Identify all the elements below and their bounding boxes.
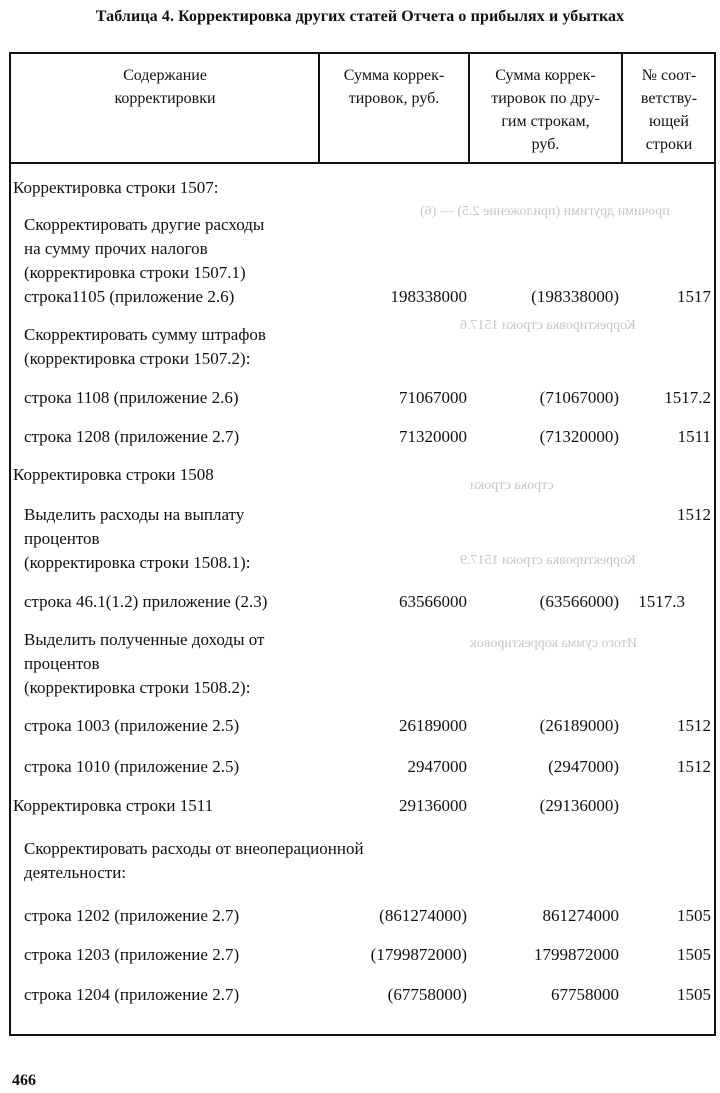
row-1208-other: (71320000): [539, 427, 619, 446]
row-46-1-text: строка 46.1(1.2) приложение (2.3): [24, 592, 268, 611]
row-1507-2-text: Скорректировать сумму штрафов (корректировка строки 1507.2):: [24, 325, 266, 368]
row-46-1-line: 1517.3: [638, 592, 685, 611]
row-1203-sum: (1799872000): [370, 945, 467, 964]
row-section-1511: Корректировка строки 1511: [13, 796, 214, 815]
row-1208-text: строка 1208 (приложение 2.7): [24, 427, 240, 446]
row-section-1508: Корректировка строки 1508: [13, 465, 214, 484]
bleed-through-mark: строка строки: [470, 478, 554, 493]
row-nonoperating-text: Скорректировать расходы от внеоперационной деятельности:: [24, 839, 364, 882]
bleed-through-mark: Итого сумма корректировок: [470, 636, 637, 651]
row-1507-1-line: 1517: [677, 287, 711, 306]
row-1202-other: 861274000: [542, 906, 619, 925]
header-sum: Сумма коррек- тировок, руб.: [343, 67, 445, 107]
bleed-through-mark: Корректировка строки 1517.9: [460, 553, 636, 568]
bleed-through-mark: Корректировка строки 1517.6: [460, 318, 636, 333]
page-number: 466: [12, 1072, 36, 1089]
row-1108-other: (71067000): [539, 388, 619, 407]
row-1203-other: 1799872000: [534, 945, 619, 964]
row-1010-other: (2947000): [548, 757, 619, 776]
row-1204-other: 67758000: [551, 985, 619, 1004]
header-col-sep-1: [318, 52, 320, 163]
bleed-through-mark: прочими другими (приложение 2.5) — (6): [420, 204, 670, 219]
row-1108-text: строка 1108 (приложение 2.6): [24, 388, 239, 407]
row-1003-sum: 26189000: [399, 716, 467, 735]
row-1508-1-line: 1512: [677, 505, 711, 524]
header-line-no: № соот- ветству- ющей строки: [640, 67, 698, 153]
row-1507-1-other: (198338000): [531, 287, 619, 306]
row-1202-text: строка 1202 (приложение 2.7): [24, 906, 240, 925]
row-1108-sum: 71067000: [399, 388, 467, 407]
row-1202-line: 1505: [677, 906, 711, 925]
row-1507-1-sum: 198338000: [390, 287, 467, 306]
row-46-1-other: (63566000): [539, 592, 619, 611]
row-section-1507: Корректировка строки 1507:: [13, 178, 219, 197]
row-1003-text: строка 1003 (приложение 2.5): [24, 716, 240, 735]
row-1010-line: 1512: [677, 757, 711, 776]
header-col-sep-2: [468, 52, 470, 163]
table-title: Таблица 4. Корректировка других статей Отчета о прибылях и убытках: [95, 8, 625, 25]
row-1202-sum: (861274000): [379, 906, 467, 925]
row-1204-sum: (67758000): [387, 985, 467, 1004]
row-1511-other: (29136000): [539, 796, 619, 815]
row-1203-text: строка 1203 (приложение 2.7): [24, 945, 240, 964]
row-46-1-sum: 63566000: [399, 592, 467, 611]
row-1204-text: строка 1204 (приложение 2.7): [24, 985, 240, 1004]
header-content: Содержание корректировки: [114, 67, 216, 107]
row-1204-line: 1505: [677, 985, 711, 1004]
header-divider: [9, 162, 716, 164]
row-1208-sum: 71320000: [399, 427, 467, 446]
header-other-lines: Сумма коррек- тировок по дру- гим строкам, руб.: [491, 67, 600, 153]
row-1010-text: строка 1010 (приложение 2.5): [24, 757, 240, 776]
row-1508-1-text: Выделить расходы на выплату процентов (корректировка строки 1508.1):: [24, 505, 251, 572]
row-1003-other: (26189000): [539, 716, 619, 735]
row-1508-2-text: Выделить полученные доходы от процентов (корректировка строки 1508.2):: [24, 630, 265, 697]
row-1010-sum: 2947000: [407, 757, 467, 776]
row-1208-line: 1511: [677, 427, 711, 446]
row-1511-sum: 29136000: [399, 796, 467, 815]
row-1003-line: 1512: [677, 716, 711, 735]
row-1507-1-text: Скорректировать другие расходы на сумму прочих налогов (корректировка строки 1507.1) строка1105 (приложение 2.6): [24, 215, 265, 306]
row-1108-line: 1517.2: [664, 388, 711, 407]
row-1203-line: 1505: [677, 945, 711, 964]
